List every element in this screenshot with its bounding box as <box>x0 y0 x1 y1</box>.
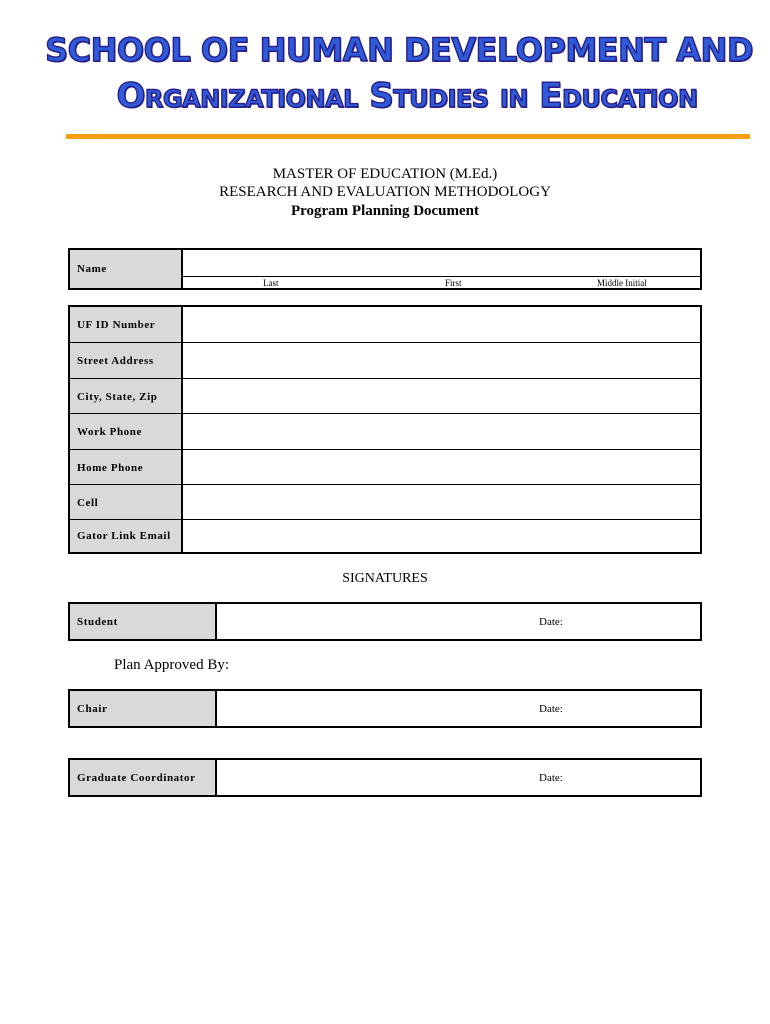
name-middle-initial-caption: Middle Initial <box>597 278 647 288</box>
graduate-coordinator-label: Graduate Coordinator <box>70 760 217 795</box>
student-date-label: Date: <box>539 616 563 628</box>
name-label: Name <box>70 250 183 288</box>
ufid-input[interactable] <box>183 307 700 342</box>
program-heading: RESEARCH AND EVALUATION METHODOLOGY <box>219 184 551 200</box>
name-input-area[interactable] <box>183 250 700 276</box>
cell-input[interactable] <box>183 485 700 520</box>
contact-row-ufid <box>70 307 700 342</box>
gator-link-email-label: Gator Link Email <box>70 520 183 552</box>
document-title: Program Planning Document <box>290 203 480 219</box>
chair-signature-box <box>68 689 702 728</box>
city-state-zip-input[interactable] <box>183 379 700 414</box>
contact-row-city <box>70 379 700 414</box>
work-phone-label: Work Phone <box>70 414 183 449</box>
coordinator-signature-input[interactable] <box>217 760 700 795</box>
contact-row-street <box>70 343 700 378</box>
chair-date-label: Date: <box>539 703 563 715</box>
name-field-box <box>68 248 702 290</box>
coordinator-signature-box <box>68 758 702 797</box>
chair-label: Chair <box>70 691 217 726</box>
home-phone-label: Home Phone <box>70 450 183 485</box>
contact-row-work-phone <box>70 414 700 449</box>
street-address-label: Street Address <box>70 343 183 378</box>
name-underline <box>183 276 700 277</box>
degree-heading: MASTER OF EDUCATION (M.Ed.) <box>272 166 498 182</box>
signatures-heading: SIGNATURES <box>342 571 428 586</box>
school-title-line-2: Organizational Studies in Education <box>116 76 698 116</box>
contact-row-email <box>70 520 700 552</box>
contact-row-home-phone <box>70 450 700 485</box>
header-divider <box>66 134 750 139</box>
student-signature-box <box>68 602 702 641</box>
ufid-label: UF ID Number <box>70 307 183 342</box>
coordinator-date-label: Date: <box>539 772 563 784</box>
name-first-caption: First <box>445 278 462 288</box>
home-phone-input[interactable] <box>183 450 700 485</box>
cell-label: Cell <box>70 485 183 520</box>
gator-link-email-input[interactable] <box>183 520 700 552</box>
student-signature-input[interactable] <box>217 604 700 639</box>
name-last-caption: Last <box>263 278 279 288</box>
plan-approved-by-label: Plan Approved By: <box>114 657 229 673</box>
chair-signature-input[interactable] <box>217 691 700 726</box>
student-label: Student <box>70 604 217 639</box>
street-address-input[interactable] <box>183 343 700 378</box>
contact-info-box <box>68 305 702 554</box>
city-state-zip-label: City, State, Zip <box>70 379 183 414</box>
school-title-line-1: SCHOOL OF HUMAN DEVELOPMENT AND <box>45 31 753 69</box>
work-phone-input[interactable] <box>183 414 700 449</box>
contact-row-cell <box>70 485 700 520</box>
